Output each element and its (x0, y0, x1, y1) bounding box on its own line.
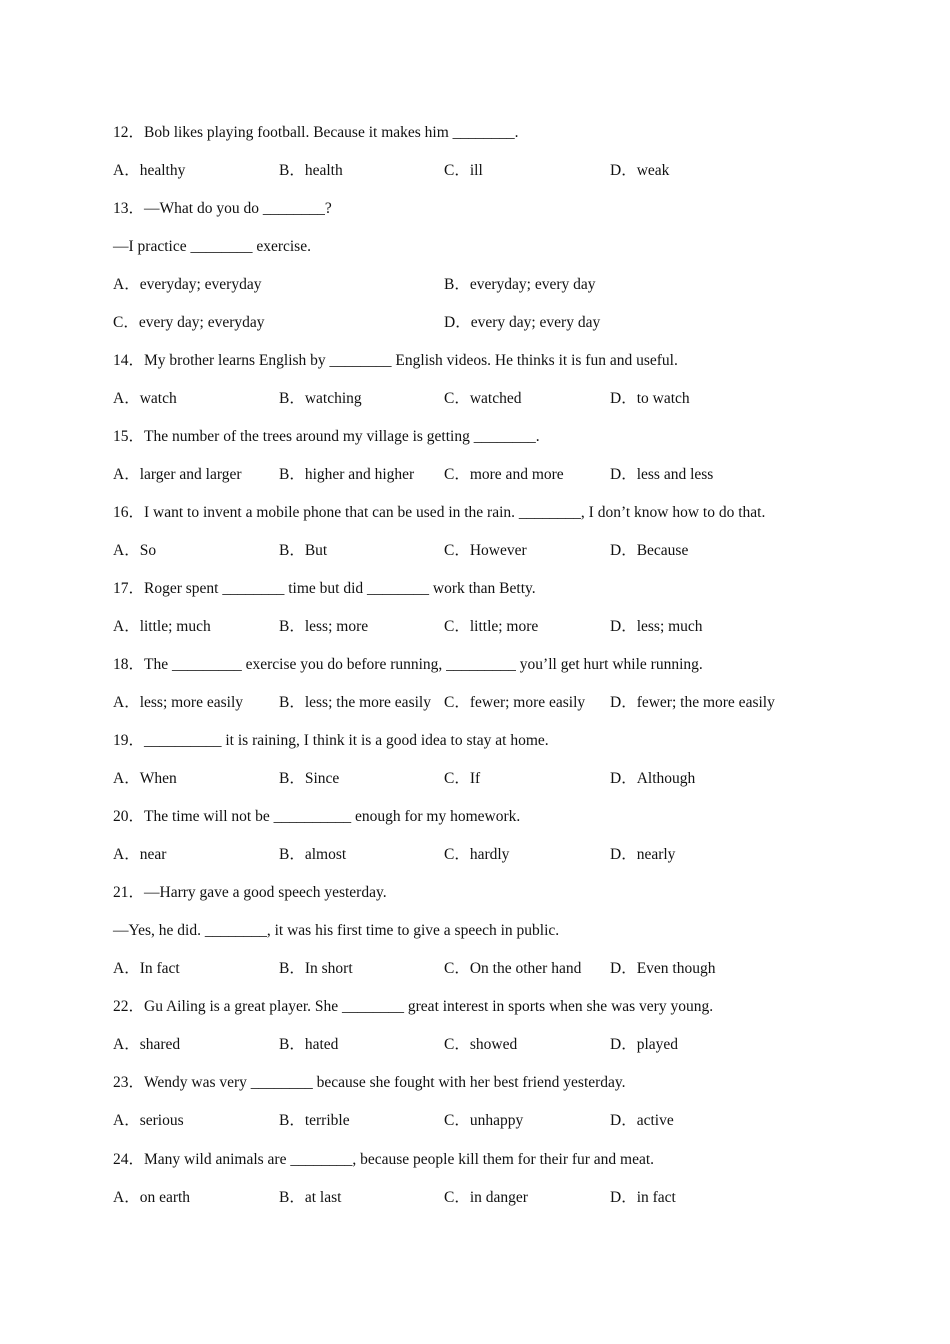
q15-option-d: D．less and less (610, 466, 714, 483)
question-13-stem: 13．—What do you do ________? (113, 200, 332, 217)
q19-option-b: B．Since (279, 770, 340, 787)
q13-option-d: D．every day; every day (444, 314, 601, 331)
q24-option-c: C．in danger (444, 1189, 528, 1206)
q17-option-d: D．less; much (610, 618, 703, 635)
q12-option-d: D．weak (610, 162, 670, 179)
question-17-stem: 17．Roger spent ________ time but did ________ work than Betty. (113, 580, 536, 597)
q23-option-d: D．active (610, 1112, 674, 1129)
q24-option-d: D．in fact (610, 1189, 676, 1206)
q12-option-b: B．health (279, 162, 343, 179)
question-20-stem: 20．The time will not be __________ enough for my homework. (113, 808, 521, 825)
q22-option-b: B．hated (279, 1036, 339, 1053)
q18-option-c: C．fewer; more easily (444, 694, 586, 711)
q16-option-c: C．However (444, 542, 527, 559)
q19-option-a: A．When (113, 770, 177, 787)
q23-option-c: C．unhappy (444, 1112, 524, 1129)
q19-option-c: C．If (444, 770, 481, 787)
question-13-reply: —I practice ________ exercise. (113, 238, 311, 255)
question-16-stem: 16．I want to invent a mobile phone that can be used in the rain. ________, I don’t know how to do that. (113, 504, 766, 521)
question-21-stem: 21．—Harry gave a good speech yesterday. (113, 884, 387, 901)
q23-option-b: B．terrible (279, 1112, 350, 1129)
question-12-stem: 12．Bob likes playing football. Because it makes him ________. (113, 124, 519, 141)
q13-option-a: A．everyday; everyday (113, 276, 262, 293)
q19-option-d: D．Although (610, 770, 696, 787)
q12-option-c: C．ill (444, 162, 483, 179)
question-18-stem: 18．The _________ exercise you do before running, _________ you’ll get hurt while running. (113, 656, 703, 673)
q24-option-b: B．at last (279, 1189, 342, 1206)
q22-option-d: D．played (610, 1036, 679, 1053)
q16-option-d: D．Because (610, 542, 689, 559)
q22-option-c: C．showed (444, 1036, 518, 1053)
q21-option-a: A．In fact (113, 960, 180, 977)
question-14-stem: 14．My brother learns English by ________ English videos. He thinks it is fun and useful. (113, 352, 678, 369)
q23-option-a: A．serious (113, 1112, 184, 1129)
q24-option-a: A．on earth (113, 1189, 191, 1206)
q18-option-a: A．less; more easily (113, 694, 244, 711)
q13-option-b: B．everyday; every day (444, 276, 596, 293)
q22-option-a: A．shared (113, 1036, 181, 1053)
q16-option-a: A．So (113, 542, 157, 559)
q14-option-d: D．to watch (610, 390, 690, 407)
question-15-stem: 15．The number of the trees around my village is getting ________. (113, 428, 540, 445)
q14-option-c: C．watched (444, 390, 522, 407)
question-21-reply: —Yes, he did. ________, it was his first time to give a speech in public. (113, 922, 560, 939)
q15-option-c: C．more and more (444, 466, 564, 483)
q17-option-c: C．little; more (444, 618, 539, 635)
q20-option-a: A．near (113, 846, 167, 863)
q14-option-b: B．watching (279, 390, 362, 407)
q21-option-c: C．On the other hand (444, 960, 582, 977)
q20-option-c: C．hardly (444, 846, 510, 863)
q12-option-a: A．healthy (113, 162, 186, 179)
q20-option-b: B．almost (279, 846, 347, 863)
q18-option-b: B．less; the more easily (279, 694, 431, 711)
question-24-stem: 24．Many wild animals are ________, because people kill them for their fur and meat. (113, 1151, 655, 1168)
question-23-stem: 23．Wendy was very ________ because she fought with her best friend yesterday. (113, 1074, 626, 1091)
q15-option-a: A．larger and larger (113, 466, 242, 483)
q15-option-b: B．higher and higher (279, 466, 415, 483)
q21-option-d: D．Even though (610, 960, 716, 977)
q14-option-a: A．watch (113, 390, 177, 407)
question-22-stem: 22．Gu Ailing is a great player. She ________ great interest in sports when she was very young. (113, 998, 714, 1015)
q13-option-c: C．every day; everyday (113, 314, 265, 331)
q20-option-d: D．nearly (610, 846, 676, 863)
q21-option-b: B．In short (279, 960, 353, 977)
question-19-stem: 19．__________ it is raining, I think it is a good idea to stay at home. (113, 732, 549, 749)
q18-option-d: D．fewer; the more easily (610, 694, 775, 711)
q17-option-b: B．less; more (279, 618, 369, 635)
q16-option-b: B．But (279, 542, 328, 559)
q17-option-a: A．little; much (113, 618, 211, 635)
